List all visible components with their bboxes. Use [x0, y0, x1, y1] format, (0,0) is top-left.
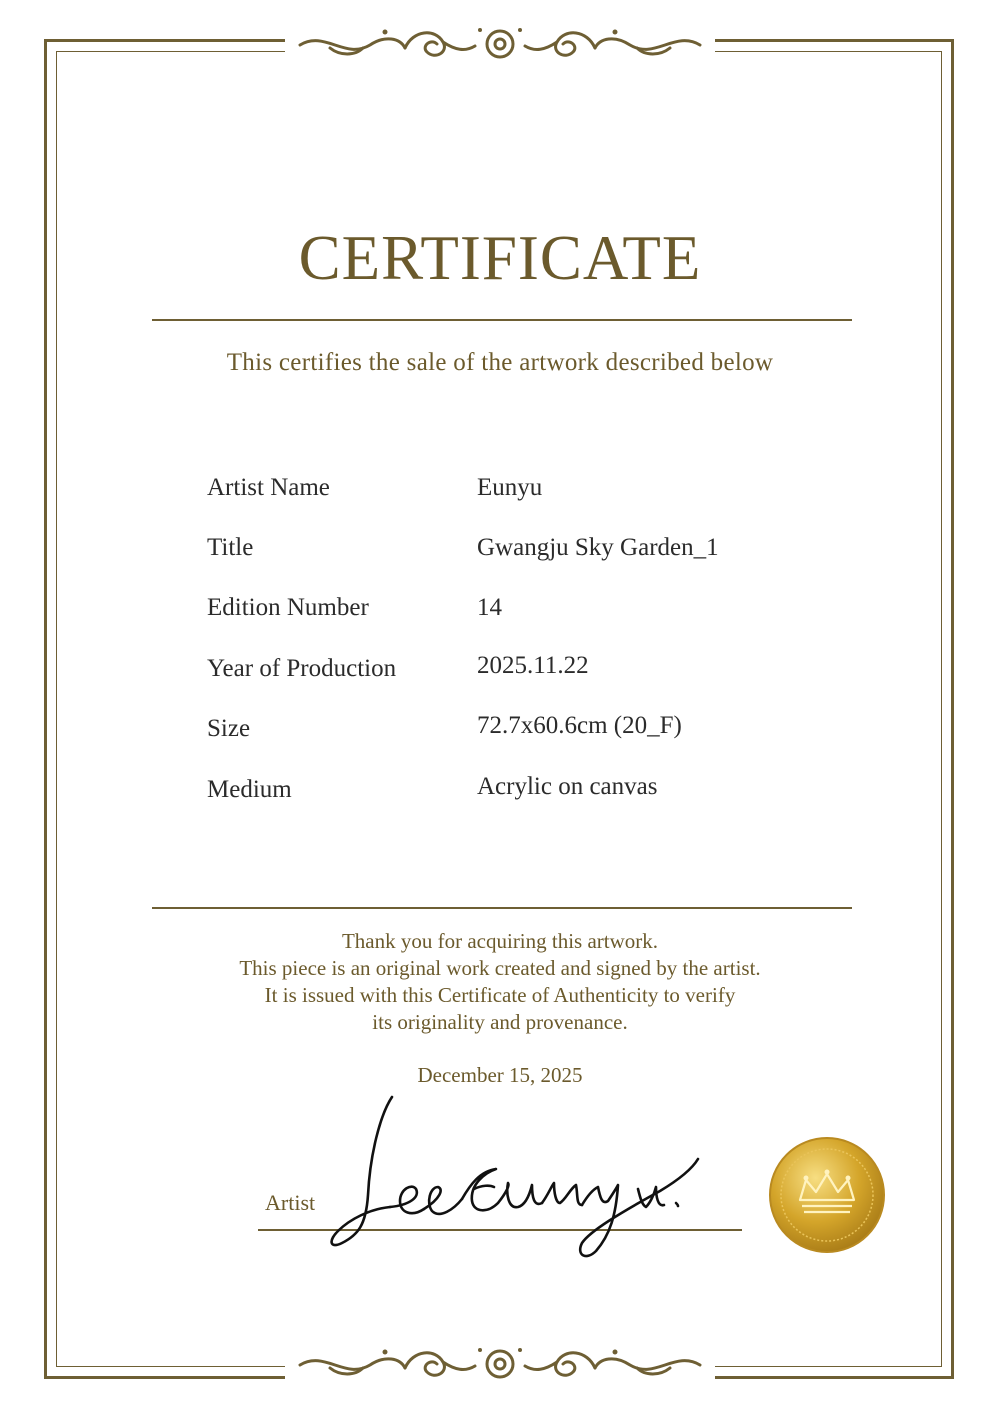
field-label-year-of-production: Year of Production: [207, 655, 397, 682]
field-value-title: Gwangju Sky Garden_1: [477, 534, 719, 561]
field-label-medium: Medium: [207, 776, 292, 803]
divider-top: [152, 319, 852, 321]
field-label-edition-number: Edition Number: [207, 594, 369, 621]
field-value-artist-name: Eunyu: [477, 474, 543, 501]
field-value-size: 72.7x60.6cm (20_F): [477, 712, 682, 739]
message-line: This piece is an original work created and signed by the artist.: [239, 956, 761, 980]
message-line: Thank you for acquiring this artwork.: [341, 929, 659, 953]
field-value-edition-number: 14: [477, 594, 502, 621]
message-line: its originality and provenance.: [372, 1010, 628, 1034]
field-label-title: Title: [207, 534, 254, 561]
divider-bottom: [152, 907, 852, 909]
message-line: It is issued with this Certificate of Authenticity to verify: [264, 983, 736, 1007]
field-value-year-of-production: 2025.11.22: [477, 652, 589, 679]
field-label-size: Size: [207, 715, 251, 742]
field-label-artist-name: Artist Name: [207, 474, 330, 501]
issue-date: December 15, 2025: [417, 1063, 583, 1087]
gold-seal-icon: [768, 1136, 886, 1254]
field-value-medium: Acrylic on canvas: [477, 773, 658, 800]
ornament-flourish-top-icon: [285, 20, 715, 70]
ornament-flourish-bottom-icon: [285, 1340, 715, 1390]
signature-label: Artist: [265, 1190, 316, 1215]
thank-you-message: [0, 928, 1000, 1036]
certificate-subtitle: This certifies the sale of the artwork described below: [226, 349, 774, 376]
artist-signature-icon: [320, 1085, 720, 1275]
certificate-title: CERTIFICATE: [298, 223, 702, 293]
